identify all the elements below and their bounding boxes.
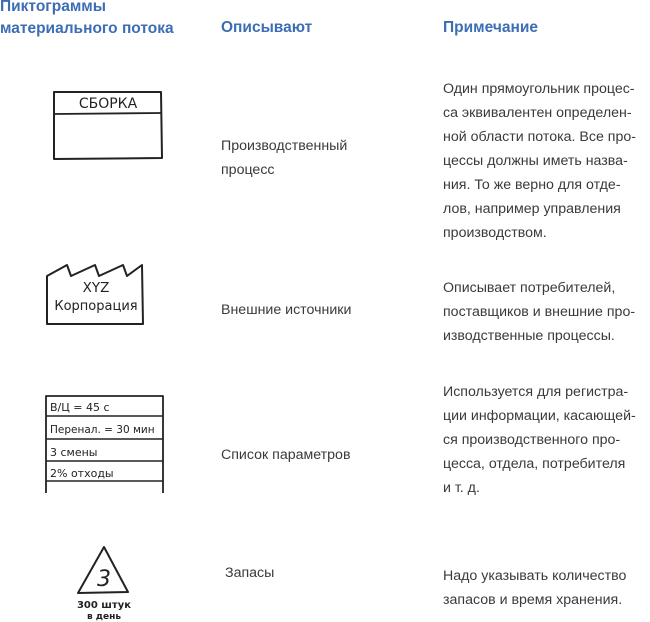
note-line: и т. д. [443, 480, 480, 496]
note-line: поставщиков и внешние про- [443, 304, 636, 320]
note-line: изводственные процессы. [443, 328, 615, 344]
inventory-caption-line: 300 штук [76, 600, 132, 611]
data-box-line: 2% отходы [50, 467, 114, 480]
data-box-icon [44, 394, 166, 494]
inventory-caption-line: в день [86, 612, 122, 622]
description-line: Запасы [225, 565, 275, 581]
description-line: Производственный [221, 138, 348, 154]
note-line: Описывает потребителей, [443, 280, 616, 296]
description-line: процесс [221, 162, 275, 178]
data-box-line: 3 смены [50, 446, 98, 459]
note-line: лов, например управления [443, 201, 621, 217]
note-line: ции информации, касающей- [443, 408, 636, 424]
note-header: Примечание [443, 19, 538, 36]
factory-label-line: XYZ [82, 280, 110, 296]
external-sources-description [221, 298, 351, 322]
data-box-line: Перенал. = 30 мин [50, 424, 155, 436]
factory-icon [45, 262, 145, 328]
note-line: цессы должны иметь назва- [443, 153, 628, 169]
note-line: Надо указывать количество [443, 568, 627, 584]
note-line: производством. [443, 225, 547, 241]
inventory-number: 3 [97, 567, 111, 592]
note-line: ся производственного про- [443, 432, 621, 448]
note-line: ной области потока. Все про- [443, 129, 636, 145]
inventory-description [225, 561, 274, 585]
describes-header: Описывают [221, 19, 313, 36]
process-note [443, 77, 650, 245]
parameter-list-description [221, 443, 351, 467]
factory-label-line: Корпорация [54, 299, 138, 314]
description-line: Список параметров [221, 447, 351, 463]
note-line: Используется для регистра- [443, 384, 629, 400]
description-line: Внешние источники [221, 302, 352, 318]
pictograms-header: Пиктограммы материального потока [0, 0, 174, 37]
process-box-label: СБОРКА [78, 96, 138, 112]
data-box-line: В/Ц = 45 с [50, 401, 110, 414]
external-sources-note [443, 276, 650, 348]
parameter-list-note [443, 380, 650, 500]
process-description [221, 134, 347, 182]
inventory-triangle-icon [62, 544, 146, 622]
inventory-note [443, 564, 650, 612]
note-line: са эквивалентен определен- [443, 105, 632, 121]
process-box-icon [50, 90, 165, 162]
note-line: ния. То же верно для отде- [443, 177, 621, 193]
note-line: запасов и время хранения. [443, 592, 623, 608]
note-line: цесса, отдела, потребителя [443, 456, 626, 472]
note-line: Один прямоугольник процес- [443, 81, 635, 97]
